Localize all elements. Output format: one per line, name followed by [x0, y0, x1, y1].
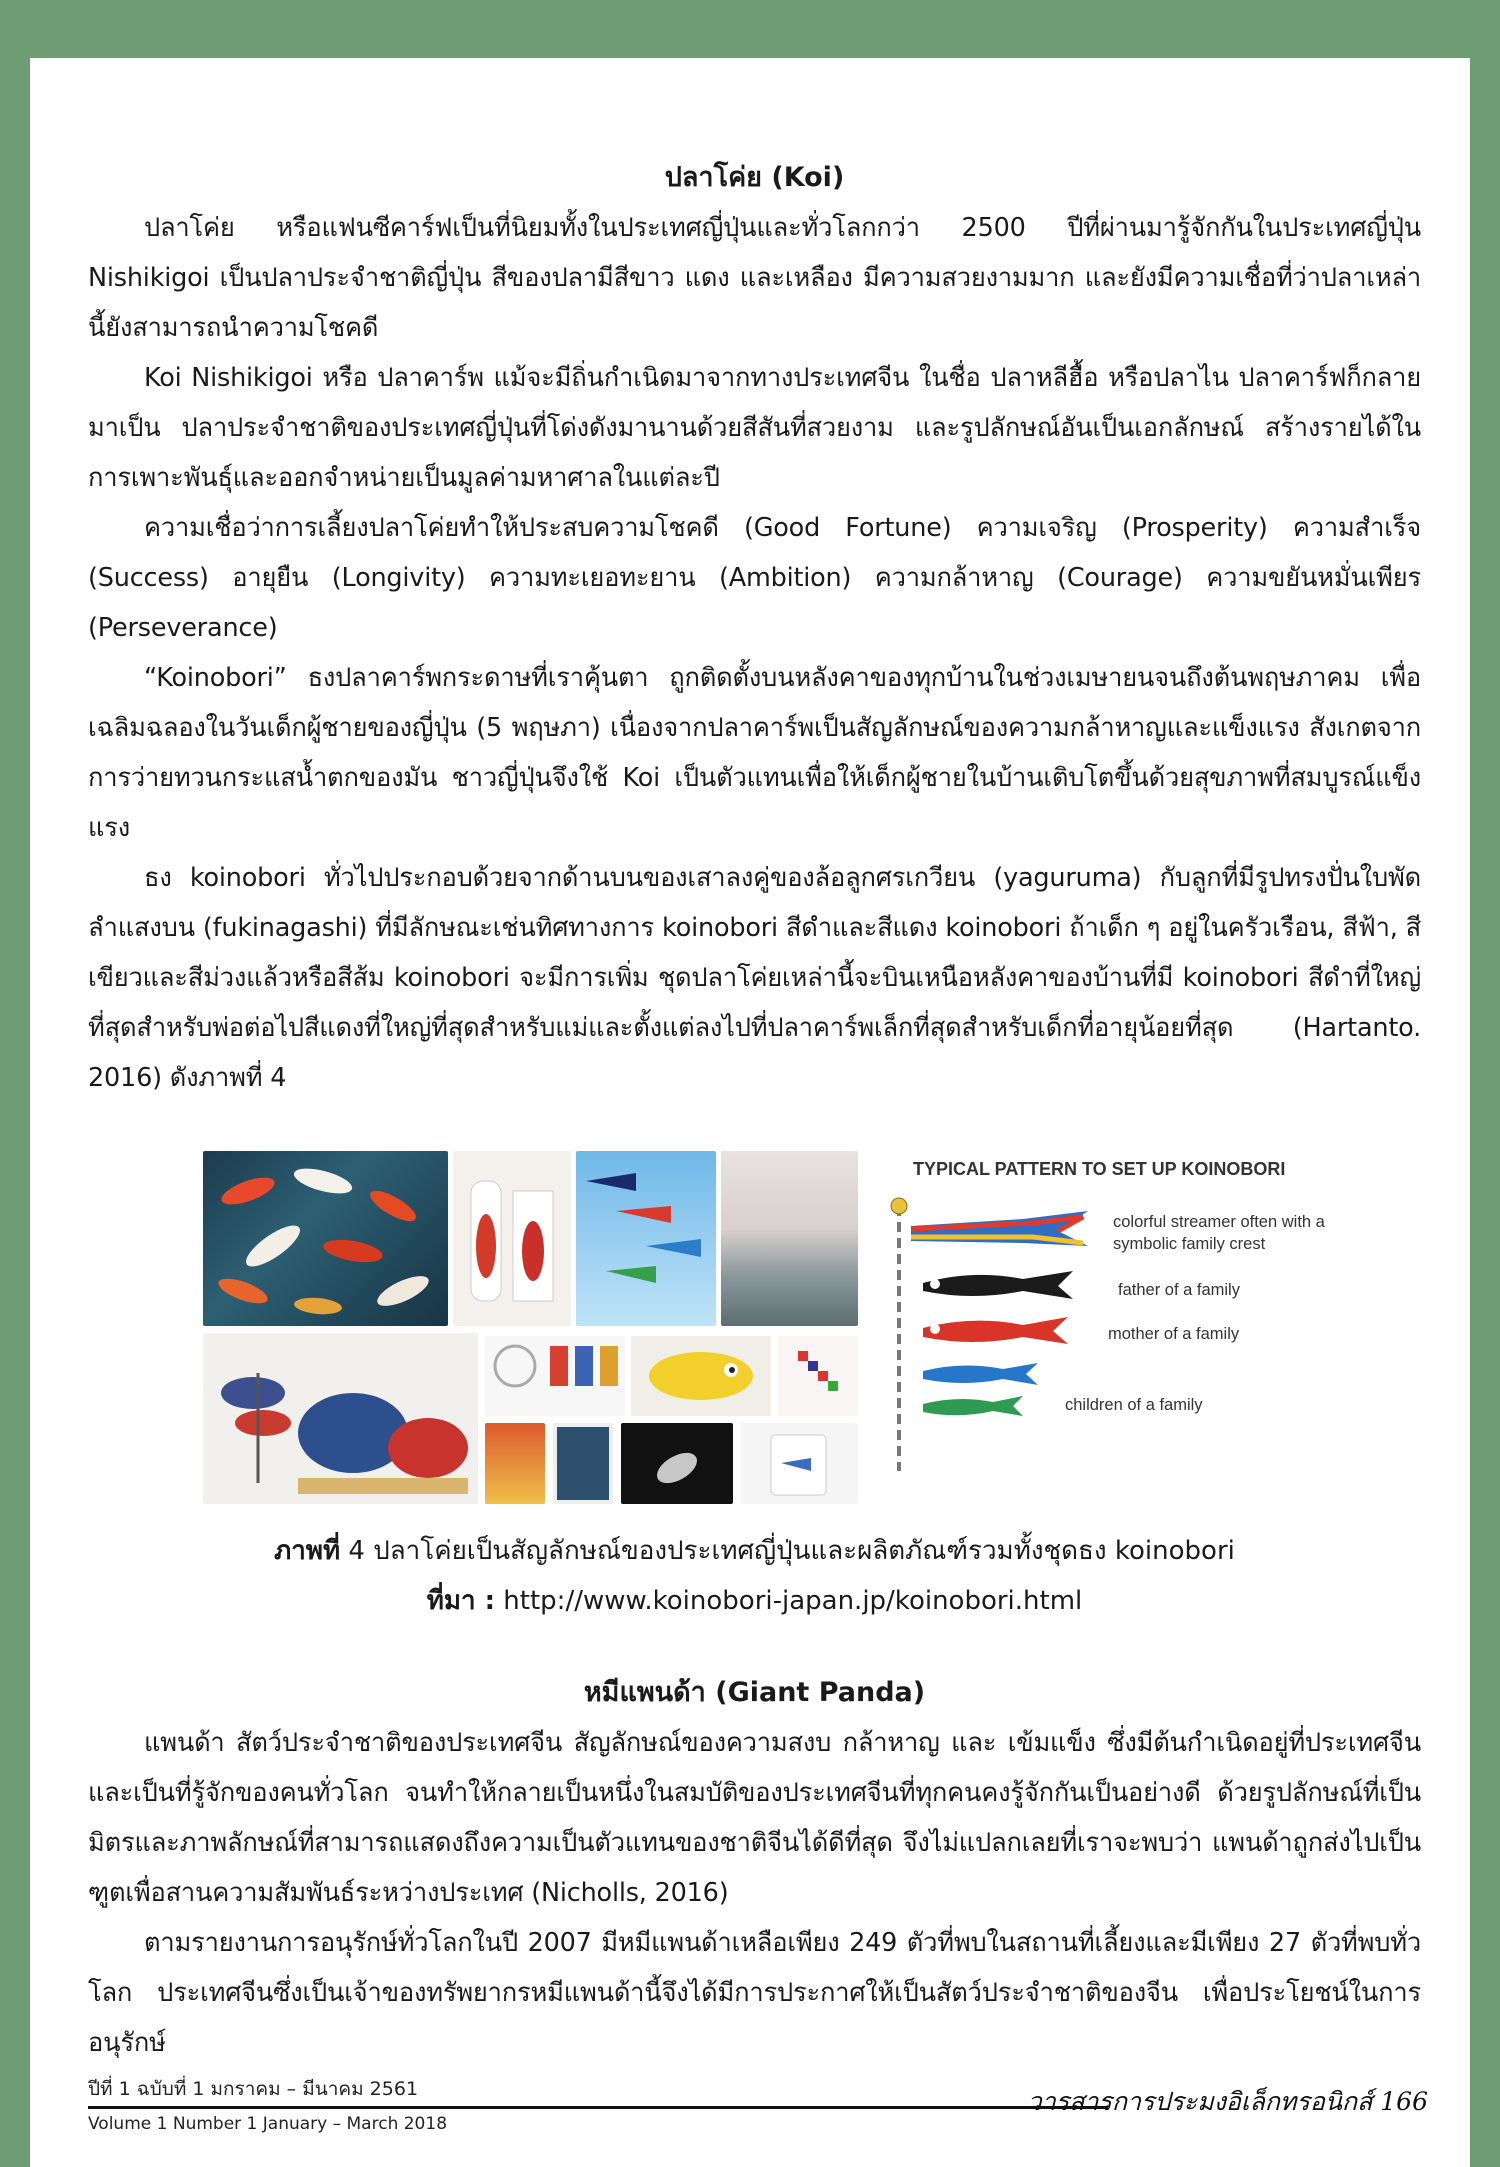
- source-label: ที่มา :: [426, 1586, 496, 1616]
- issue-english: Volume 1 Number 1 January – March 2018: [88, 2114, 448, 2134]
- article-content: [88, 153, 1421, 2068]
- koi-figurine-photo: [203, 1333, 478, 1504]
- page-footer: [88, 2074, 1428, 2164]
- koi-pixel-photo: [778, 1336, 858, 1416]
- figure-caption: [88, 1526, 1421, 1576]
- caption-text: 4 ปลาโค่ยเป็นสัญลักษณ์ของประเทศญี่ปุ่นและผลิตภัณฑ์รวมทั้งชุดธง koinobori: [340, 1536, 1235, 1566]
- koi-photo-collage: [203, 1151, 858, 1504]
- figure-source: [88, 1576, 1421, 1626]
- caption-label: ภาพที่: [274, 1536, 341, 1566]
- koi-stamp-photo: [553, 1423, 613, 1504]
- label-children: children of a family: [1065, 1396, 1203, 1414]
- issue-thai: ปีที่ 1 ฉบับที่ 1 มกราคม – มีนาคม 2561: [88, 2078, 419, 2100]
- koinobori-sky-photo: [576, 1151, 716, 1326]
- koi-paragraph-4: “Koinobori” ธงปลาคาร์พกระดาษที่เราคุ้นตา ถูกติดตั้งบนหลังคาของทุกบ้านในช่วงเมษายนจนถึงต้นพฤษภาคม เพื่อเฉลิมฉลองในวันเด็กผู้ชายของญี่ปุ่น (5 พฤษภา) เนื่องจากปลาคาร์พเป็นสัญลักษณ์ของความกล้าหาญและแข็งแรง สังเกตจากการว่ายทวนกระแสน้ำตกของมัน ชาวญี่ปุ่นจึงใช้ Koi เป็นตัวแทนเพื่อให้เด็กผู้ชายในบ้านเติบโตขึ้นด้วยสุขภาพที่สมบูรณ์แข็งแรง: [88, 663, 1421, 843]
- koi-keychain-photo: [485, 1336, 625, 1416]
- koinobori-river-photo: [721, 1151, 858, 1326]
- koi-paragraph-2: Koi Nishikigoi หรือ ปลาคาร์พ แม้จะมีถิ่นกำเนิดมาจากทางประเทศจีน ในชื่อ ปลาหลีฮื้อ หรือปลาไน ปลาคาร์ฟก็กลายมาเป็น ปลาประจำชาติของประเทศญี่ปุ่นที่โด่งดังมานานด้วยสีสันที่สวยงาม และรูปลักษณ์อันเป็นเอกลักษณ์ สร้างรายได้ในการเพาะพันธุ์และออกจำหน่ายเป็นมูลค่ามหาศาลในแต่ละปี: [88, 363, 1421, 493]
- footer-rule: [88, 2106, 1108, 2109]
- figure-4: [88, 1151, 1421, 1526]
- koi-section-title: ปลาโค่ย (Koi): [664, 162, 845, 193]
- diagram-title: TYPICAL PATTERN TO SET UP KOINOBORI: [913, 1159, 1286, 1179]
- koi-phonecase-photo: [485, 1423, 545, 1504]
- koi-necklace-photo: [621, 1423, 733, 1504]
- journal-name-page-number: วารสารการประมงอิเล็กทรอนิกส์ 166: [1027, 2087, 1428, 2116]
- panda-paragraph-2: ตามรายงานการอนุรักษ์ทั่วโลกในปี 2007 มีหมีแพนด้าเหลือเพียง 249 ตัวที่พบในสถานที่เลี้ยงและมีเพียง 27 ตัวที่พบทั่วโลก ประเทศจีนซึ่งเป็นเจ้าของทรัพยากรหมีแพนด้านี้จึงได้มีการประกาศให้เป็นสัตว์ประจำชาติของจีน เพื่อประโยชน์ในการอนุรักษ์: [88, 1928, 1421, 2058]
- koi-paragraph-5: ธง koinobori ทั่วไปประกอบด้วยจากด้านบนของเสาลงคู่ของล้อลูกศรเกวียน (yaguruma) กับลูกที่มีรูปทรงปั่นใบพัด ลำแสงบน (fukinagashi) ที่มีลักษณะเช่นทิศทางการ koinobori สีดำและสีแดง koinobori ถ้าเด็ก ๆ อยู่ในครัวเรือน, สีฟ้า, สีเขียวและสีม่วงแล้วหรือสีส้ม koinobori จะมีการเพิ่ม ชุดปลาโค่ยเหล่านี้จะบินเหนือหลังคาของบ้านที่มี koinobori สีดำที่ใหญ่ที่สุดสำหรับพ่อต่อไปสีแดงที่ใหญ่ที่สุดสำหรับแม่และตั้งแต่ลงไปที่ปลาคาร์พเล็กที่สุดสำหรับเด็กที่อายุน้อยที่สุด (Hartanto. 2016) ดังภาพที่ 4: [88, 863, 1421, 1093]
- panda-paragraph-1: แพนด้า สัตว์ประจำชาติของประเทศจีน สัญลักษณ์ของความสงบ กล้าหาญ และ เข้มแข็ง ซึ่งมีต้นกำเนิดอยู่ที่ประเทศจีน และเป็นที่รู้จักของคนทั่วโลก จนทำให้กลายเป็นหนึ่งในสมบัติของประเทศจีนที่ทุกคนคงรู้จักกันเป็นอย่างดี ด้วยรูปลักษณ์ที่เป็นมิตรและภาพลักษณ์ที่สามารถแสดงถึงความเป็นตัวแทนของชาติจีนได้ดีที่สุด จึงไม่แปลกเลยที่เราจะพบว่า แพนด้าถูกส่งไปเป็นฑูตเพื่อสานความสัมพันธ์ระหว่างประเทศ (Nicholls, 2016): [88, 1728, 1421, 1908]
- koi-plush-photo: [631, 1336, 771, 1416]
- koi-pond-photo: [203, 1151, 448, 1326]
- koi-paragraph-3: ความเชื่อว่าการเลี้ยงปลาโค่ยทำให้ประสบความโชคดี (Good Fortune) ความเจริญ (Prosperity) ความสำเร็จ (Success) อายุยืน (Longivity) ความทะเยอทะยาน (Ambition) ความกล้าหาญ (Courage) ความขยันหมั่นเพียร (Perseverance): [88, 513, 1421, 643]
- koi-cup-photo: [741, 1423, 858, 1504]
- label-streamer: colorful streamer often with a symbolic family crest: [1113, 1213, 1325, 1253]
- panda-section-title: หมีแพนด้า (Giant Panda): [583, 1677, 926, 1708]
- koi-fish-image: [203, 1151, 448, 1326]
- label-father: father of a family: [1118, 1281, 1240, 1299]
- label-mother: mother of a family: [1108, 1325, 1240, 1343]
- koi-paragraph-1: ปลาโค่ย หรือแฟนซีคาร์ฟเป็นที่นิยมทั้งในประเทศญี่ปุ่นและทั่วโลกกว่า 2500 ปีที่ผ่านมารู้จักกันในประเทศญี่ปุ่น Nishikigoi เป็นปลาประจำชาติญี่ปุ่น สีของปลามีสีขาว แดง และเหลือง มีความสวยงามมาก และยังมีความเชื่อที่ว่าปลาเหล่านี้ยังสามารถนำความโชคดี: [88, 213, 1421, 343]
- journal-page: [30, 58, 1470, 2167]
- koinobori-setup-diagram: [883, 1151, 1423, 1511]
- koi-bottle-photo: [453, 1151, 571, 1326]
- source-url: http://www.koinobori-japan.jp/koinobori.html: [495, 1586, 1083, 1616]
